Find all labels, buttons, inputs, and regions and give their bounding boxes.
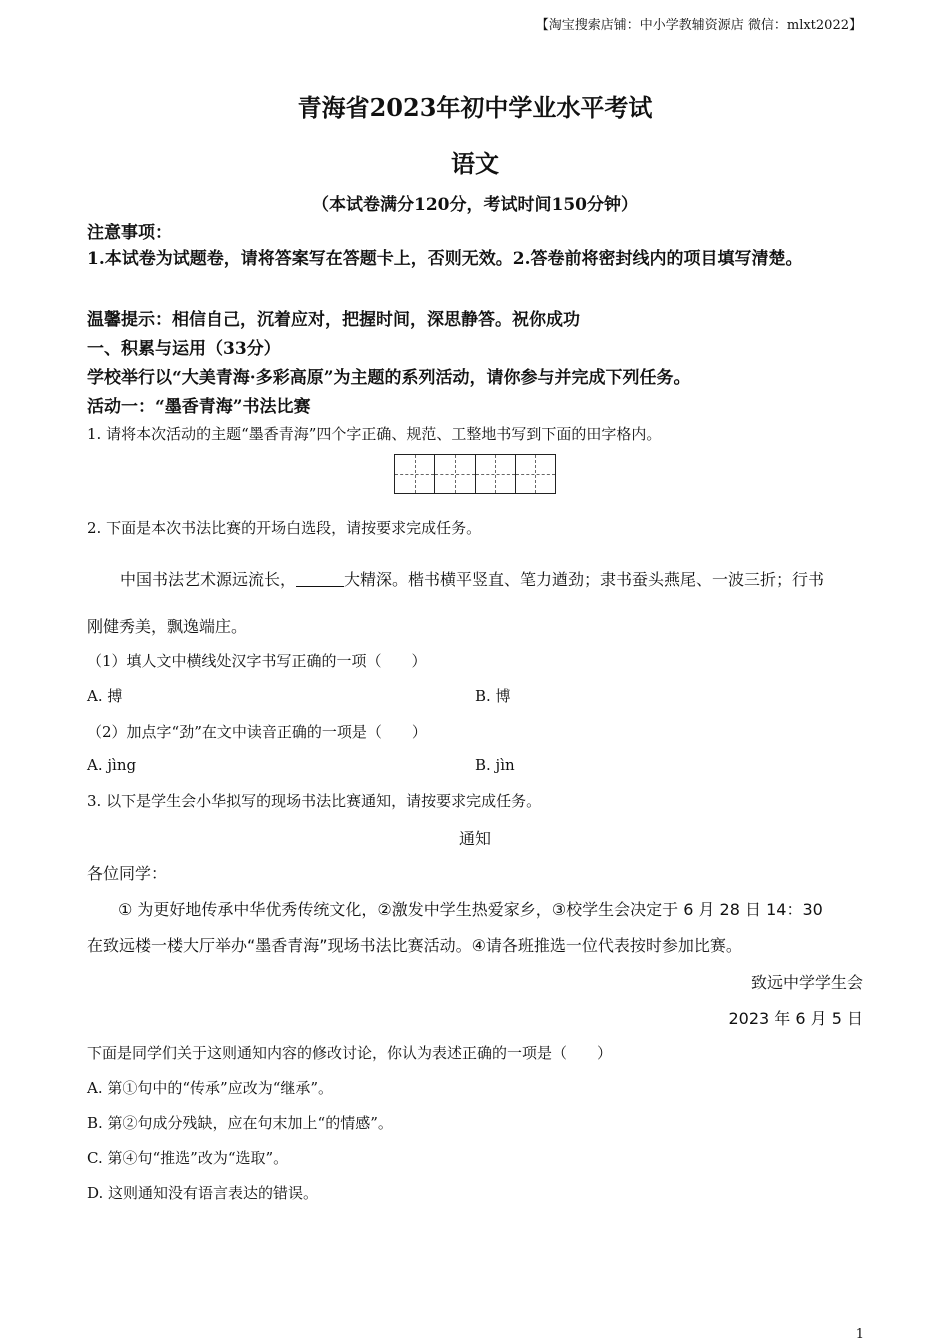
tip-text: 温馨提示：相信自己，沉着应对，把握时间，深思静答。祝你成功 [87, 310, 580, 330]
question-2-1: （1）填人文中横线处汉字书写正确的一项（ ） [87, 652, 427, 670]
notice-heading: 注意事项： [87, 223, 172, 243]
notice-title: 通知 [458, 829, 491, 848]
header-note: 【淘宝搜索店铺：中小学教辅资源店 微信：mlxt2022】 [535, 18, 862, 33]
option-b: B. 博 [475, 687, 511, 705]
notice-signer: 致远中学学生会 [750, 973, 863, 992]
exam-subject: 语文 [451, 149, 499, 178]
question-1: 1. 请将本次活动的主题“墨香青海”四个字正确、规范、工整地书写到下面的田字格内。 [87, 425, 662, 443]
exam-note: （本试卷满分120分，考试时间150分钟） [312, 195, 638, 215]
question-2: 2. 下面是本次书法比赛的开场白选段，请按要求完成任务。 [87, 519, 482, 537]
tianzige-grid [394, 454, 556, 494]
option-d: D. 这则通知没有语言表达的错误。 [87, 1184, 319, 1202]
passage-line-2: 刚健秀美，飘逸端庄。 [87, 617, 248, 636]
section-heading: 一、积累与运用（33分） [87, 339, 281, 359]
notice-body-line-1: ① 为更好地传承中华优秀传统文化，②激发中学生热爱家乡，③校学生会决定于 6 月 28 日 14：30 [118, 900, 823, 919]
option-a: A. 第①句中的“传承”应改为“继承”。 [87, 1079, 334, 1097]
notice-text: 1.本试卷为试题卷，请将答案写在答题卡上，否则无效。2.答卷前将密封线内的项目填写清楚。 [87, 249, 803, 269]
question-3: 3. 以下是学生会小华拟写的现场书法比赛通知，请按要求完成任务。 [87, 792, 542, 810]
section-intro: 学校举行以“大美青海·多彩高原”为主题的系列活动，请你参与并完成下列任务。 [87, 368, 691, 388]
exam-title: 青海省2023年初中学业水平考试 [297, 93, 653, 122]
question-2-2: （2）加点字“劲”在文中读音正确的一项是（ ） [87, 723, 427, 741]
grid-cell [395, 455, 435, 493]
passage-part-2: 大精深。楷书横平竖直、笔力遒劲；隶书蚕头燕尾、一波三折；行书 [344, 570, 825, 589]
option-b: B. 第②句成分残缺，应在句末加上“的情感”。 [87, 1114, 393, 1132]
option-a: A. jìng [87, 756, 137, 774]
option-a: A. 搏 [87, 687, 123, 705]
grid-cell [516, 455, 555, 493]
option-c: C. 第④句“推选”改为“选取”。 [87, 1149, 289, 1167]
notice-date: 2023 年 6 月 5 日 [728, 1009, 863, 1028]
notice-salutation: 各位同学： [87, 864, 168, 883]
grid-cell [435, 455, 475, 493]
activity-heading: 活动一：“墨香青海”书法比赛 [87, 397, 311, 417]
grid-cell [476, 455, 516, 493]
fill-blank [296, 570, 344, 587]
passage-part-1: 中国书法艺术源远流长， [120, 570, 297, 589]
notice-body-line-2: 在致远楼一楼大厅举办“墨香青海”现场书法比赛活动。④请各班推选一位代表按时参加比赛。 [87, 936, 742, 955]
passage-line-1 [120, 567, 824, 590]
page-number: 1 [855, 1327, 864, 1342]
question-3-prompt: 下面是同学们关于这则通知内容的修改讨论，你认为表述正确的一项是（ ） [87, 1044, 613, 1062]
option-b: B. jìn [475, 756, 515, 774]
